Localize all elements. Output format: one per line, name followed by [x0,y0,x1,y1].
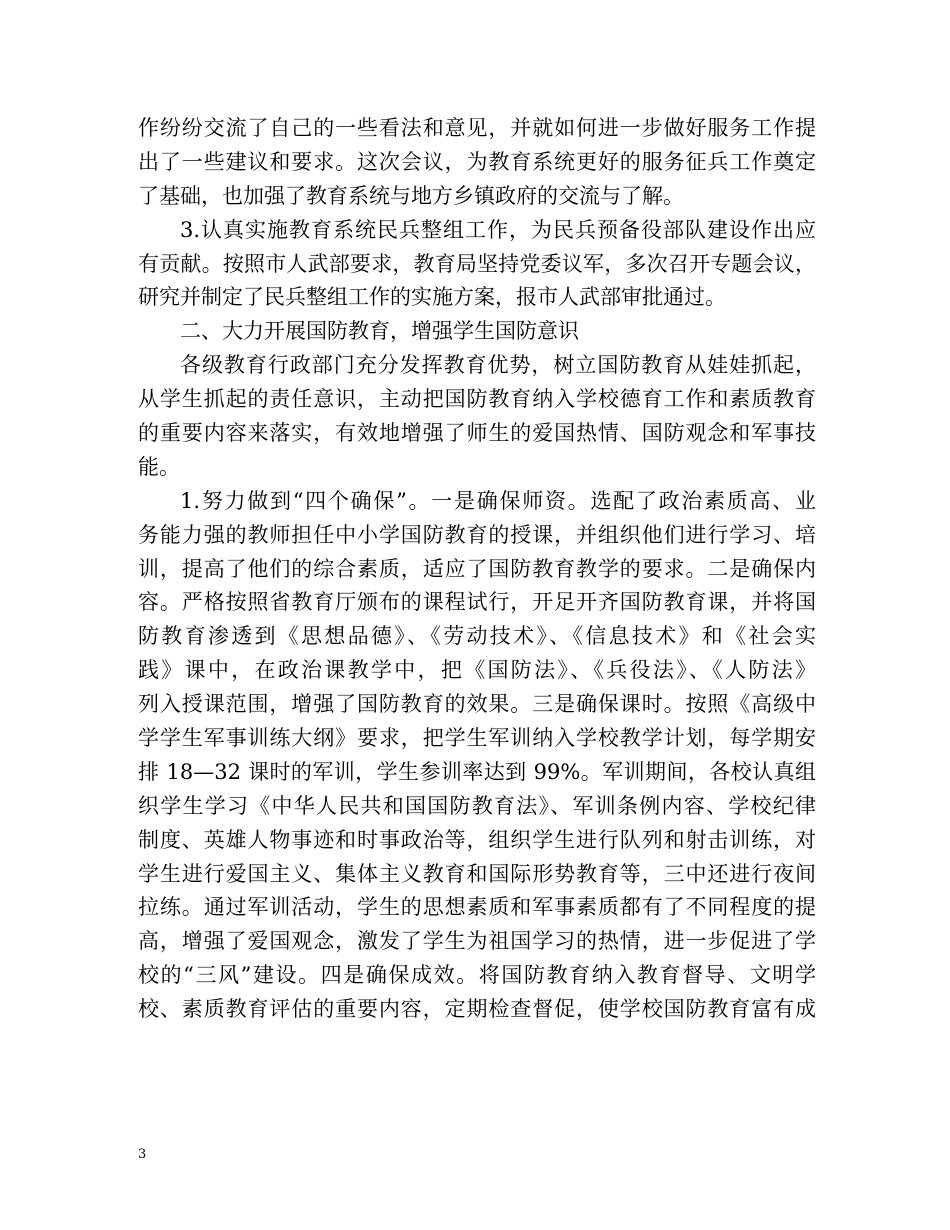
text-line: 践》课中，在政治课教学中，把《国防法》、《兵役法》、《人防法》 [138,658,816,683]
text-line: 的重要内容来落实，有效地增强了师生的爱国热情、国防观念和军事技 [138,421,816,446]
text-line: 容。严格按照省教育厅颁布的课程试行，开足开齐国防教育课，并将国 [138,590,816,615]
text-line: 能。 [138,454,180,479]
text-line: 学生进行爱国主义、集体主义教育和国际形势教育等，三中还进行夜间 [138,861,816,886]
text-line: 制度、英雄人物事迹和时事政治等，组织学生进行队列和射击训练，对 [138,827,816,852]
text-line: 校的“三风”建设。四是确保成效。将国防教育纳入教育督导、文明学 [138,963,816,988]
text-line: 高，增强了爱国观念，激发了学生为祖国学习的热情，进一步促进了学 [138,929,816,954]
text-line: 作纷纷交流了自己的一些看法和意见，并就如何进一步做好服务工作提 [138,116,816,140]
text-line: 务能力强的教师担任中小学国防教育的授课，并组织他们进行学习、培 [138,522,816,547]
text-line: 了基础，也加强了教育系统与地方乡镇政府的交流与了解。 [138,183,684,208]
text-line: 训，提高了他们的综合素质，适应了国防教育教学的要求。二是确保内 [138,556,816,581]
text-line: 有贡献。按照市人武部要求，教育局坚持党委议军，多次召开专题会议， [138,251,816,276]
text-line: 排 18—32 课时的军训，学生参训率达到 99%。军训期间，各校认真组 [138,759,816,784]
text-line: 各级教育行政部门充分发挥教育优势，树立国防教育从娃娃抓起， [180,353,816,378]
page-number: 3 [138,1147,147,1162]
text-line: 拉练。通过军训活动，学生的思想素质和军事素质都有了不同程度的提 [138,895,816,920]
text-line: 研究并制定了民兵整组工作的实施方案，报市人武部审批通过。 [138,285,726,310]
text-line: 1.努力做到“四个确保”。一是确保师资。选配了政治素质高、业 [180,488,816,513]
text-line: 从学生抓起的责任意识，主动把国防教育纳入学校德育工作和素质教育 [138,387,816,412]
text-line: 学学生军事训练大纲》要求，把学生军训纳入学校教学计划，每学期安 [138,726,816,751]
text-line: 防教育渗透到《思想品德》、《劳动技术》、《信息技术》和《社会实 [138,624,816,649]
text-line: 出了一些建议和要求。这次会议，为教育系统更好的服务征兵工作奠定 [138,149,816,174]
text-line: 列入授课范围，增强了国防教育的效果。三是确保课时。按照《高级中 [138,692,816,717]
text-line: 校、素质教育评估的重要内容，定期检查督促，使学校国防教育富有成 [138,997,816,1022]
text-line: 3.认真实施教育系统民兵整组工作，为民兵预备役部队建设作出应 [180,217,816,242]
text-line: 织学生学习《中华人民共和国国防教育法》、军训条例内容、学校纪律 [138,793,816,818]
section-heading: 二、大力开展国防教育，增强学生国防意识 [180,319,579,344]
body-text [138,112,816,1027]
